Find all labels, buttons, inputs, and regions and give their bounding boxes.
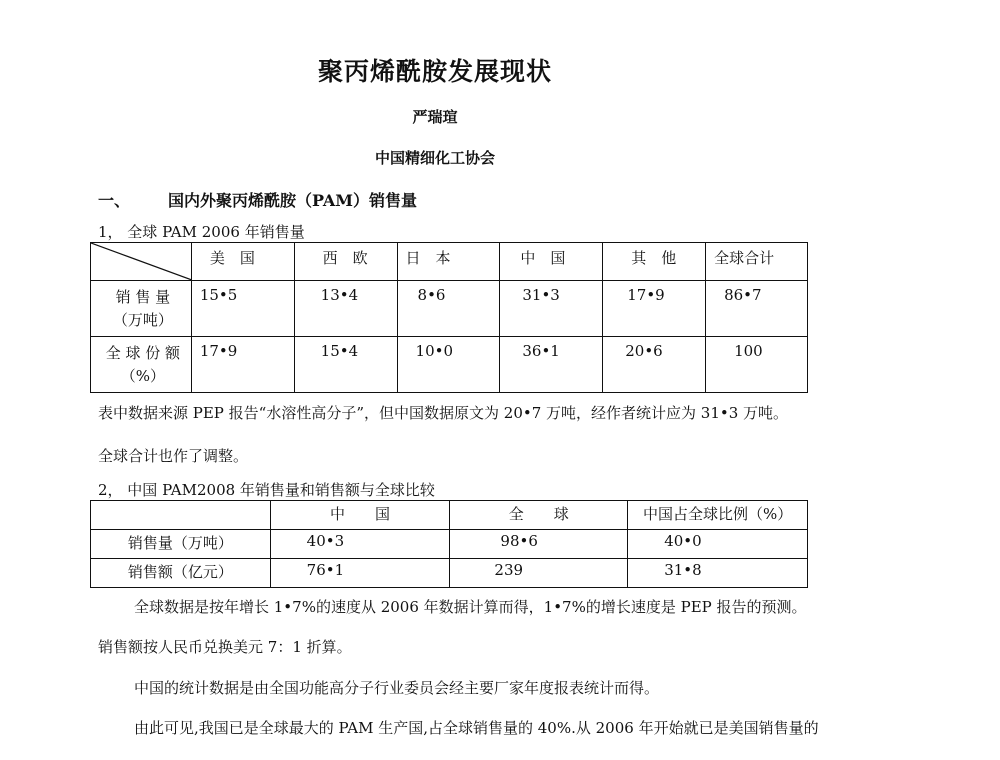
row-label-unit: （万吨） — [112, 311, 173, 329]
diagonal-line-icon — [91, 243, 192, 281]
row-label-unit: （%） — [120, 367, 166, 385]
header-cell: 中国占全球比例（%） — [628, 501, 808, 530]
table-cell: 86•7 — [706, 281, 808, 337]
table-cell: 40•0 — [628, 530, 808, 559]
table-cell: 10•0 — [397, 337, 500, 393]
table-cell: 239 — [450, 559, 628, 588]
table-cell: 31•3 — [500, 281, 603, 337]
table-cell: 15•5 — [191, 281, 294, 337]
table-row — [91, 337, 808, 393]
table-cell: 40•3 — [270, 530, 450, 559]
table-cell: 15•4 — [294, 337, 397, 393]
paragraph-line: 由此可见,我国已是全球最大的 PAM 生产国,占全球销售量的 40%.从 2006 年开始就已是美国销售量的 — [134, 719, 819, 737]
paragraph-line: 全球数据是按年增长 1•7%的速度从 2006 年数据计算而得，1•7%的增长速度是 PEP 报告的预测。 — [134, 598, 807, 616]
table-cell: 17•9 — [191, 337, 294, 393]
table-row — [91, 530, 808, 559]
row-label: 销售量（万吨） — [91, 530, 271, 559]
row-label-line: 全 球 份 额 — [105, 344, 181, 362]
table1-caption: 1， 全球 PAM 2006 年销售量 — [98, 223, 305, 241]
table-cell: 100 — [706, 337, 808, 393]
header-cell: 中 国 — [270, 501, 450, 530]
document-title: 聚丙烯酰胺发展现状 — [317, 57, 552, 86]
sales-2008-comparison-table — [90, 500, 808, 588]
row-label — [91, 337, 192, 393]
author-name: 严瑞瑄 — [412, 108, 458, 126]
header-cell: 西 欧 — [294, 243, 397, 281]
table-row — [91, 281, 808, 337]
table-cell: 31•8 — [628, 559, 808, 588]
row-label-line: 销 售 量 — [115, 288, 171, 306]
table-cell: 13•4 — [294, 281, 397, 337]
header-cell: 中 国 — [500, 243, 603, 281]
table1-note-line2: 全球合计也作了调整。 — [98, 447, 249, 465]
row-label: 销售额（亿元） — [91, 559, 271, 588]
section-title: 国内外聚丙烯酰胺（PAM）销售量 — [168, 191, 417, 210]
table1-note-line1: 表中数据来源 PEP 报告“水溶性高分子”，但中国数据原文为 20•7 万吨，经作者统计应为 31•3 万吨。 — [98, 404, 789, 422]
table2-caption: 2， 中国 PAM2008 年销售量和销售额与全球比较 — [98, 481, 435, 499]
header-cell — [91, 501, 271, 530]
organization-name: 中国精细化工协会 — [374, 149, 495, 167]
table-cell: 98•6 — [450, 530, 628, 559]
table-cell: 8•6 — [397, 281, 500, 337]
header-cell: 日 本 — [397, 243, 500, 281]
table-cell: 20•6 — [603, 337, 706, 393]
table-cell: 76•1 — [270, 559, 450, 588]
table-cell: 17•9 — [603, 281, 706, 337]
table-cell: 36•1 — [500, 337, 603, 393]
section-number: 一、 — [98, 191, 131, 210]
row-label — [91, 281, 192, 337]
diagonal-header-cell — [91, 243, 192, 281]
paragraph-line: 中国的统计数据是由全国功能高分子行业委员会经主要厂家年度报表统计而得。 — [134, 679, 660, 697]
table-header-row — [91, 501, 808, 530]
header-cell: 全球合计 — [706, 243, 808, 281]
table-header-row — [91, 243, 808, 281]
header-cell: 美 国 — [191, 243, 294, 281]
sales-2006-table — [90, 242, 808, 393]
paragraph-line: 销售额按人民币兑换美元 7：1 折算。 — [98, 638, 352, 656]
header-cell: 其 他 — [603, 243, 706, 281]
table-row — [91, 559, 808, 588]
header-cell: 全 球 — [450, 501, 628, 530]
